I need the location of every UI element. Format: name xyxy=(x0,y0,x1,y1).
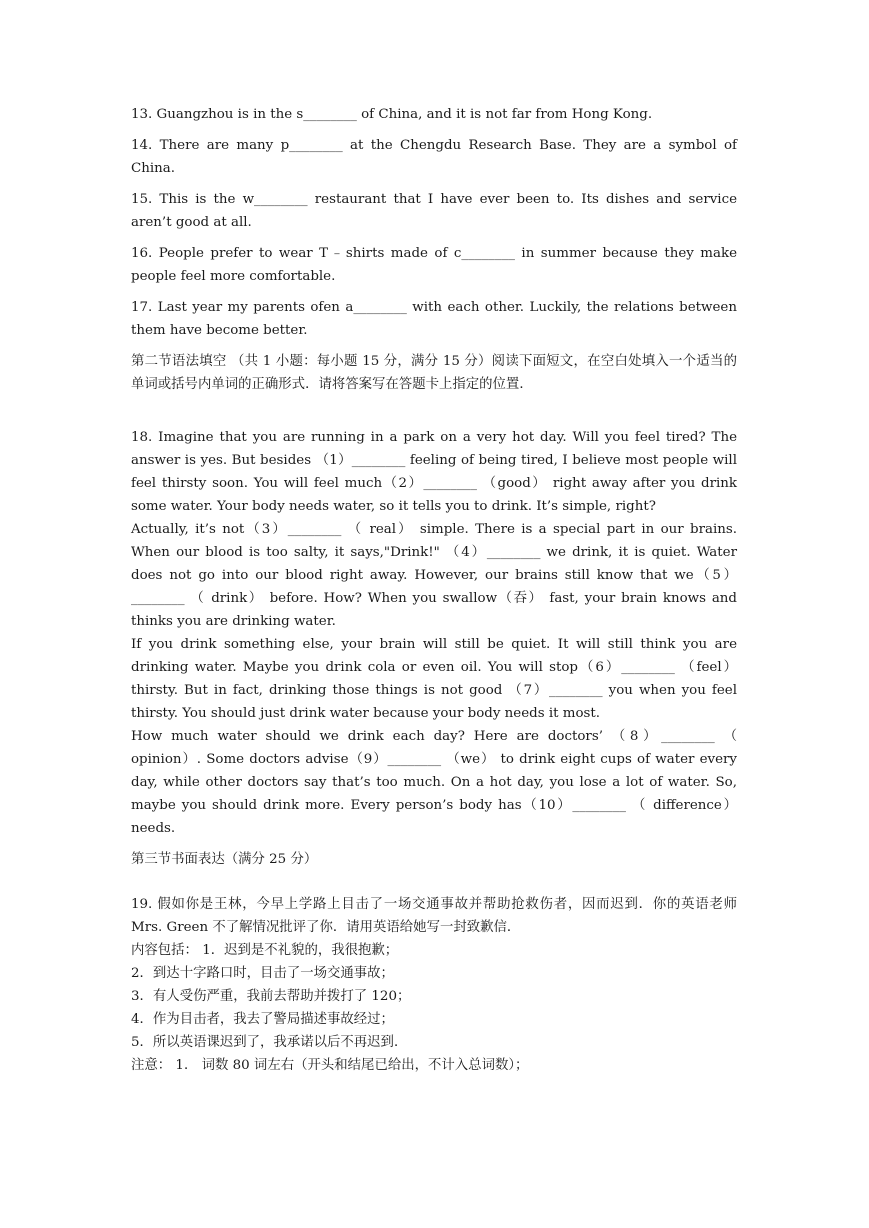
content-line: 5．所以英语课迟到了，我承诺以后不再迟到． xyxy=(131,1035,408,1050)
content-line: 内容包括： 1．迟到是不礼貌的，我很抱歉； xyxy=(131,943,399,958)
content-line: 注意： 1． 词数 80 词左右（开头和结尾已给出，不计入总词数）； xyxy=(131,1058,529,1073)
blank-line xyxy=(131,871,737,893)
document-page xyxy=(131,103,737,1077)
content-line: 3．有人受伤严重，我前去帮助并拨打了 120； xyxy=(131,989,411,1004)
question-13: 13. Guangzhou is in the s________ of China, and it is not far from Hong Kong. xyxy=(131,107,653,122)
content-line: 4．作为目击者，我去了警局描述事故经过； xyxy=(131,1012,394,1027)
question-14: 14. There are many p________ at the Chengdu Research Base. They are a symbol of China. xyxy=(131,138,737,176)
passage-paragraph-3: If you drink something else, your brain will still be quiet. It will still think you are drinking water. Maybe you drink cola or even oil. You will stop（6）________ （feel） thirsty. But in fact, drinking those things is not good （7）________ you when you feel thirsty. You should just drink water because your body needs it most. xyxy=(131,637,737,721)
passage-paragraph-1: 18. Imagine that you are running in a park on a very hot day. Will you feel tired? The answer is yes. But besides （1）________ feeling of being tired, I believe most people will feel thirsty soon. You will feel much（2）________ （good） right away after you drink some water. Your body needs water, so it tells you to drink. It’s simple, right? xyxy=(131,430,737,514)
section3-title: 第三节书面表达（满分 25 分） xyxy=(131,852,318,867)
section2-title: 第二节语法填空 （共 1 小题：每小题 15 分，满分 15 分）阅读下面短文，在空白处填入一个适当的单词或括号内单词的正确形式．请将答案写在答题卡上指定的位置． xyxy=(131,354,737,392)
question-17: 17. Last year my parents ofen a________ with each other. Luckily, the relations between them have become better. xyxy=(131,300,737,338)
question-15: 15. This is the w________ restaurant that I have ever been to. Its dishes and service aren’t good at all. xyxy=(131,192,737,230)
passage-paragraph-2: Actually, it’s not（3）________ （ real） simple. There is a special part in our brains. When our blood is too salty, it says,"Drink!" （4）________ we drink, it is quiet. Water does not go into our blood right away. However, our brains still know that we（5）________ （ drink） before. How? When you swallow（吞） fast, your brain knows and thinks you are drinking water. xyxy=(131,522,737,629)
question-16: 16. People prefer to wear T﹣shirts made of c________ in summer because they make people feel more comfortable. xyxy=(131,246,737,284)
blank-line xyxy=(131,404,737,426)
passage-paragraph-4: How much water should we drink each day? Here are doctors’ （8）________ （ opinion）. Some doctors advise（9）________ （we） to drink eight cups of water every day, while other doctors say that’s too much. On a hot day, you lose a lot of water. So, maybe you should drink more. Every person’s body has（10）________ （ difference） needs. xyxy=(131,729,737,836)
content-line: 2．到达十字路口时，目击了一场交通事故； xyxy=(131,966,394,981)
question-19-intro: 19. 假如你是王林，今早上学路上目击了一场交通事故并帮助抢救伤者，因而迟到．你的英语老师 Mrs. Green 不了解情况批评了你．请用英语给她写一封致歉信． xyxy=(131,897,737,935)
